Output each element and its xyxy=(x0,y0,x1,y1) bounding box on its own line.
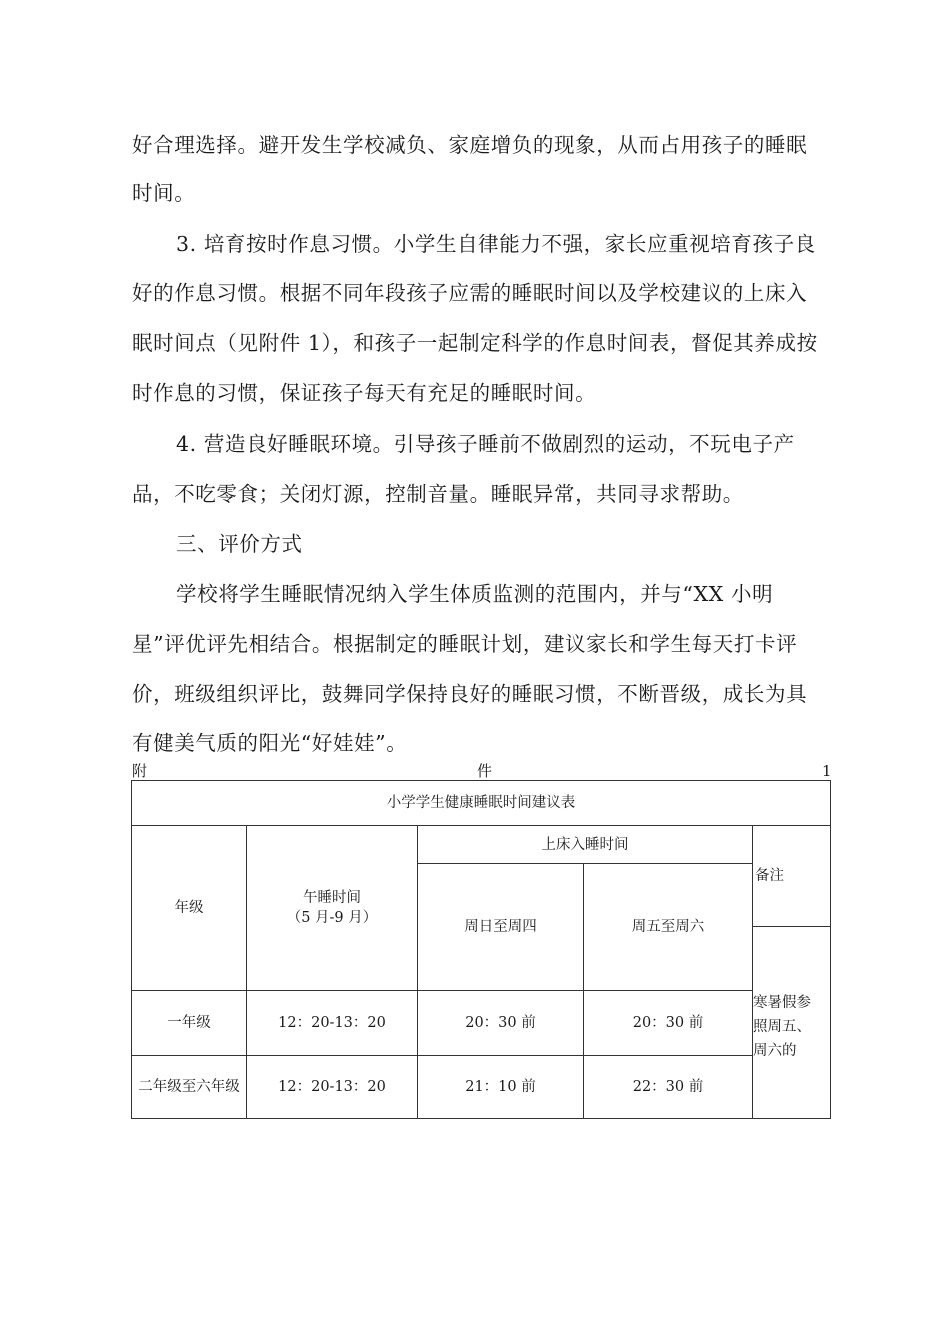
section-heading: 三、评价方式 xyxy=(176,532,303,556)
nap-cell: 12：20-13：20 xyxy=(247,1056,418,1119)
paragraph-line: 星”评优评先相结合。根据制定的睡眠计划，建议家长和学生每天打卡评 xyxy=(132,632,798,656)
nap-time-header-label: 午睡时间 xyxy=(303,890,361,906)
grade-cell: 一年级 xyxy=(132,991,247,1056)
grade-cell: 二年级至六年级 xyxy=(132,1056,247,1119)
paragraph-line: 3. 培育按时作息习惯。小学生自律能力不强，家长应重视培育孩子良 xyxy=(176,232,816,256)
paragraph-line: 学校将学生睡眠情况纳入学生体质监测的范围内，并与“XX 小明 xyxy=(176,582,774,606)
fri-sat-header: 周五至周六 xyxy=(584,864,753,991)
nap-cell: 12：20-13：20 xyxy=(247,991,418,1056)
paragraph-line: 好合理选择。避开发生学校减负、家庭增负的现象，从而占用孩子的睡眠 xyxy=(132,133,808,157)
nap-time-header xyxy=(247,826,418,991)
bedtime-header: 上床入睡时间 xyxy=(418,826,753,864)
fri-sat-cell: 22：30 前 xyxy=(584,1056,753,1119)
sun-thu-header: 周日至周四 xyxy=(418,864,584,991)
note-header: 备注 xyxy=(753,826,831,927)
paragraph-line: 好的作息习惯。根据不同年段孩子应需的睡眠时间以及学校建议的上床入 xyxy=(132,281,808,305)
sun-thu-cell: 21：10 前 xyxy=(418,1056,584,1119)
sleep-schedule-table xyxy=(131,780,831,1119)
note-line: 照周五、 xyxy=(753,1019,811,1035)
paragraph-line: 眠时间点（见附件 1），和孩子一起制定科学的作息时间表，督促其养成按 xyxy=(132,331,818,355)
fri-sat-cell: 20：30 前 xyxy=(584,991,753,1056)
table-title: 小学学生健康睡眠时间建议表 xyxy=(132,781,831,826)
sun-thu-cell: 20：30 前 xyxy=(418,991,584,1056)
nap-time-header-period: （5 月-9 月） xyxy=(286,910,378,926)
paragraph-line: 时间。 xyxy=(132,181,196,205)
table-row xyxy=(132,1056,831,1119)
paragraph-line: 价，班级组织评比，鼓舞同学保持良好的睡眠习惯，不断晋级，成长为具 xyxy=(132,682,808,706)
paragraph-line: 4. 营造良好睡眠环境。引导孩子睡前不做剧烈的运动，不玩电子产 xyxy=(176,432,795,456)
paragraph-line: 品，不吃零食；关闭灯源，控制音量。睡眠异常，共同寻求帮助。 xyxy=(132,482,744,506)
grade-header: 年级 xyxy=(132,826,247,991)
note-line: 寒暑假参 xyxy=(753,995,811,1011)
table-row xyxy=(132,991,831,1056)
note-line: 周六的 xyxy=(753,1043,797,1059)
paragraph-line: 有健美气质的阳光“好娃娃”。 xyxy=(132,731,408,755)
annex-label-part3: 1 xyxy=(822,762,832,780)
annex-label-part1: 附 xyxy=(132,762,148,780)
annex-label-part2: 件 xyxy=(477,762,493,780)
paragraph-line: 时作息的习惯，保证孩子每天有充足的睡眠时间。 xyxy=(132,381,597,405)
note-cell xyxy=(753,927,831,1119)
